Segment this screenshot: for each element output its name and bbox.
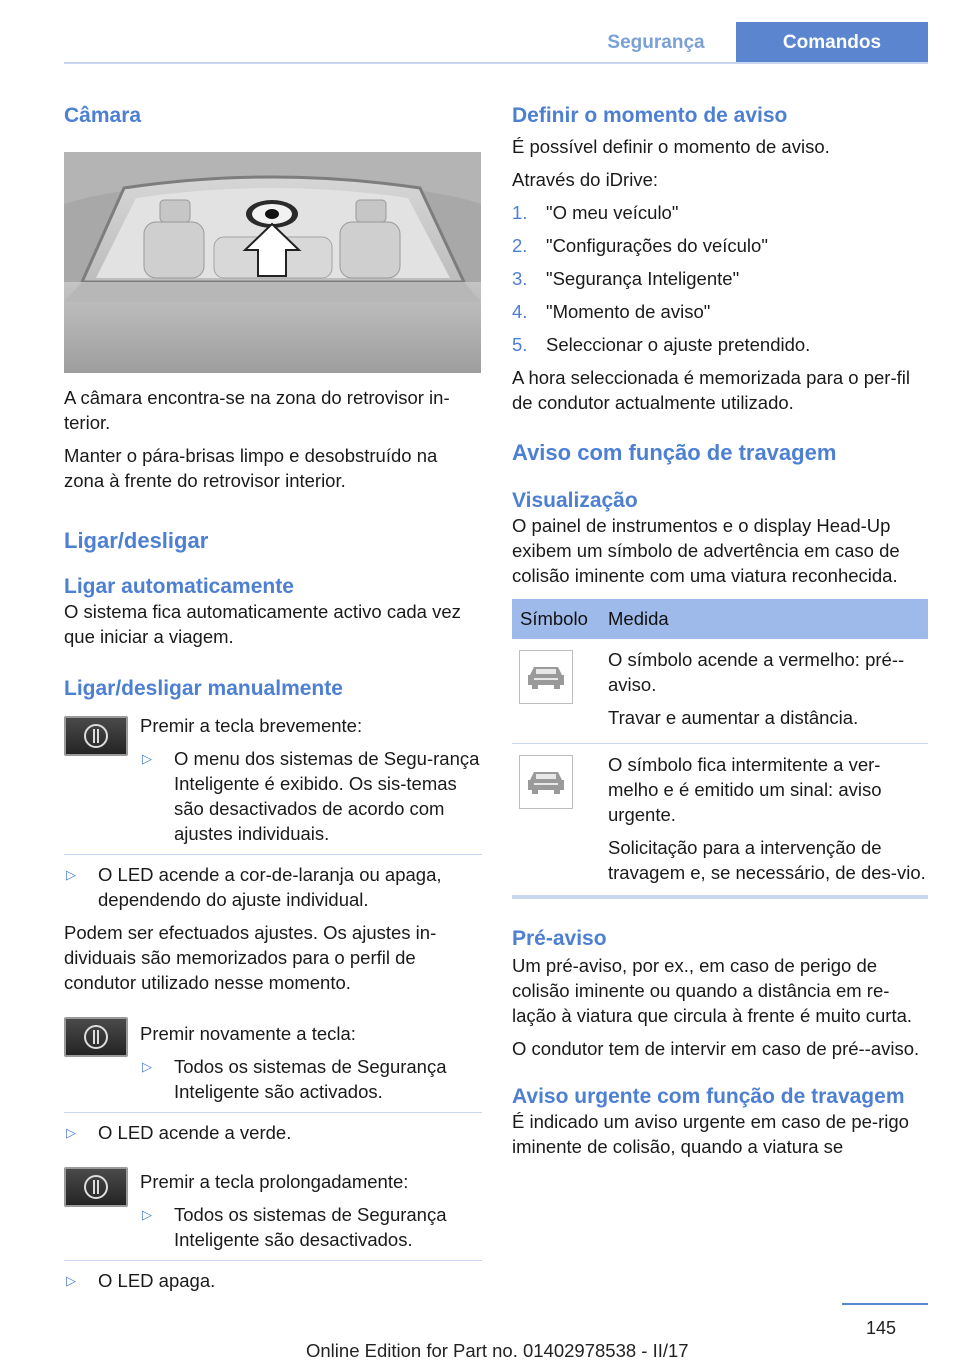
bullet-triangle-icon: ▷ bbox=[66, 1273, 76, 1288]
step-item bbox=[512, 233, 928, 266]
col-measure-header: Medida bbox=[600, 599, 928, 639]
intelligent-safety-button-icon bbox=[64, 1017, 128, 1057]
auto-heading: Ligar automaticamente bbox=[64, 575, 294, 598]
left-column bbox=[64, 98, 482, 1293]
timing-heading: Definir o momento de aviso bbox=[512, 104, 788, 127]
edition-text: Online Edition for Part no. 01402978538 - II/17 bbox=[306, 1340, 689, 1361]
step-number: 3. bbox=[512, 268, 528, 289]
col-symbol-header: Símbolo bbox=[512, 599, 600, 639]
timing-text: É possível definir o momento de aviso. bbox=[512, 136, 830, 157]
step-number: 5. bbox=[512, 334, 528, 355]
idrive-text: Através do iDrive: bbox=[512, 169, 658, 190]
press-again-text: Premir novamente a tecla: bbox=[140, 1023, 356, 1044]
table-row bbox=[512, 639, 928, 744]
intelligent-safety-button-icon bbox=[64, 1167, 128, 1207]
camera-clean-text: Manter o pára-brisas limpo e desobstruído na zona à frente do retrovisor interior. bbox=[64, 445, 438, 491]
press-again-block bbox=[64, 1021, 482, 1104]
divider bbox=[64, 1112, 482, 1113]
page-header bbox=[64, 22, 928, 64]
step-text: "O meu veículo" bbox=[546, 202, 679, 223]
step-item bbox=[512, 332, 928, 365]
led-green-item: ▷ O LED acende a verde. bbox=[64, 1120, 482, 1145]
urgent-warning-text: É indicado um aviso urgente em caso de pe-rigo iminente de colisão, quando a viatura se bbox=[512, 1111, 909, 1157]
press-again-item: ▷ Todos os sistemas de Segurança Inteligente são activados. bbox=[142, 1056, 447, 1102]
row2-text-b: Solicitação para a intervenção de travagem e, se necessário, de des-vio. bbox=[608, 837, 926, 883]
step-number: 4. bbox=[512, 301, 528, 322]
step-text: Seleccionar o ajuste pretendido. bbox=[546, 334, 811, 355]
step-number: 1. bbox=[512, 202, 528, 223]
manual-heading: Ligar/desligar manualmente bbox=[64, 677, 343, 700]
bullet-triangle-icon: ▷ bbox=[142, 1207, 152, 1222]
led-orange-item: ▷ O LED acende a cor-de-laranja ou apaga, dependendo do ajuste individual. bbox=[66, 864, 442, 910]
idrive-steps bbox=[512, 200, 928, 365]
row1-text-b: Travar e aumentar a distância. bbox=[608, 707, 859, 728]
car-warning-icon bbox=[519, 755, 573, 809]
page-number: 145 bbox=[865, 1318, 896, 1338]
bullet-triangle-icon: ▷ bbox=[142, 751, 152, 766]
prewarning-text: Um pré-aviso, por ex., em caso de perigo de colisão iminente ou quando a distância em re-lação à viatura que circula à frente é muito curta. bbox=[512, 955, 913, 1026]
step-text: "Configurações do veículo" bbox=[546, 235, 768, 256]
step-item bbox=[512, 200, 928, 233]
row2-text-a: O símbolo fica intermitente a ver-melho e é emitido um sinal: aviso urgente. bbox=[608, 754, 882, 825]
car-warning-icon bbox=[519, 650, 573, 704]
camera-location-figure bbox=[64, 152, 481, 373]
press-long-block bbox=[64, 1169, 482, 1252]
bullet-triangle-icon: ▷ bbox=[142, 1059, 152, 1074]
step-item bbox=[512, 266, 928, 299]
divider bbox=[64, 1260, 482, 1261]
footer-rule bbox=[842, 1303, 928, 1305]
table-end-rule bbox=[512, 895, 928, 899]
display-text: O painel de instrumentos e o display Head-Up exibem um símbolo de advertência em caso de colisão iminente com uma viatura reconhecida. bbox=[512, 515, 900, 586]
row1-text-a: O símbolo acende a vermelho: pré--aviso. bbox=[608, 649, 905, 695]
symbol-table bbox=[512, 599, 928, 895]
step-number: 2. bbox=[512, 235, 528, 256]
timing-saved-text: A hora seleccionada é memorizada para o per-fil de condutor actualmente utilizado. bbox=[512, 367, 910, 413]
press-short-text: Premir a tecla brevemente: bbox=[140, 715, 363, 736]
press-short-item: ▷ O menu dos sistemas de Segu-rança Inteligente é exibido. Os sis-temas são desactivados de acordo com ajustes individuais. bbox=[142, 748, 480, 844]
adjustments-text: Podem ser efectuados ajustes. Os ajustes in-dividuais são memorizados para o perfil de condutor utilizado nesse momento. bbox=[64, 922, 437, 993]
step-text: "Momento de aviso" bbox=[546, 301, 711, 322]
led-off-item: ▷ O LED apaga. bbox=[64, 1268, 482, 1293]
chapter-tab: Comandos bbox=[736, 22, 928, 62]
step-text: "Segurança Inteligente" bbox=[546, 268, 740, 289]
press-long-item: ▷ Todos os sistemas de Segurança Inteligente são desactivados. bbox=[142, 1204, 447, 1250]
camera-location-text: A câmara encontra-se na zona do retrovisor in-terior. bbox=[64, 387, 450, 433]
bullet-triangle-icon: ▷ bbox=[66, 1125, 76, 1140]
divider bbox=[64, 854, 482, 855]
urgent-warning-heading: Aviso urgente com função de travagem bbox=[512, 1085, 905, 1108]
table-row bbox=[512, 744, 928, 896]
display-heading: Visualização bbox=[512, 489, 638, 512]
brake-warning-heading: Aviso com função de travagem bbox=[512, 440, 837, 465]
right-column bbox=[512, 98, 928, 1159]
press-long-text: Premir a tecla prolongadamente: bbox=[140, 1171, 409, 1192]
section-tab: Segurança bbox=[607, 32, 705, 53]
camera-heading: Câmara bbox=[64, 104, 142, 127]
press-short-block bbox=[64, 713, 482, 846]
intelligent-safety-button-icon bbox=[64, 716, 128, 756]
auto-text: O sistema fica automaticamente activo cada vez que iniciar a viagem. bbox=[64, 601, 461, 647]
onoff-heading: Ligar/desligar bbox=[64, 528, 209, 553]
bullet-triangle-icon: ▷ bbox=[66, 867, 76, 882]
step-item bbox=[512, 299, 928, 332]
prewarning-heading: Pré-aviso bbox=[512, 927, 607, 950]
prewarning-driver-text: O condutor tem de intervir em caso de pré--aviso. bbox=[512, 1038, 920, 1059]
